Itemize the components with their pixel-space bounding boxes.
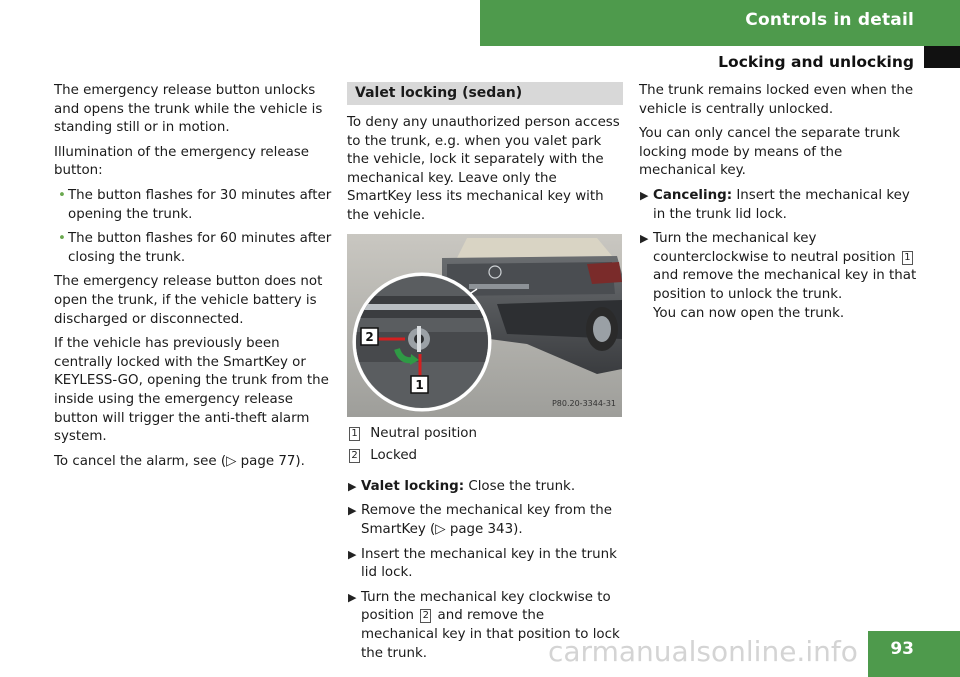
trunk-lock-figure — [347, 234, 622, 417]
step-triangle-icon: ▶ — [640, 232, 649, 246]
watermark: carmanualsonline.info — [548, 635, 858, 668]
callout-2-label: 2 — [365, 329, 374, 344]
step-note: You can now open the trunk. — [653, 305, 845, 321]
callout-1-label: 1 — [415, 377, 424, 392]
legend-text: Locked — [370, 448, 418, 464]
page-ref-link[interactable]: page 77). — [236, 453, 305, 469]
page-number: 93 — [890, 639, 914, 659]
legend-item — [347, 425, 623, 444]
bullet-text: The button flashes for 60 minutes after closing the trunk. — [68, 231, 332, 265]
bullet-text: The button flashes for 30 minutes after opening the trunk. — [68, 187, 332, 222]
header-tab-marker — [924, 46, 960, 68]
paragraph: The trunk remains locked even when the vehicle is centrally unlocked. — [639, 83, 914, 117]
paragraph: If the vehicle has previously been centrally locked with the SmartKey or KEYLESS-GO, opening the trunk from the inside using the emergency release button will trigger the anti-theft alarm system. — [54, 336, 329, 445]
bullet-dot-icon: • — [58, 231, 66, 247]
paragraph: You can only cancel the separate trunk locking mode by means of the mechanical key. — [639, 126, 900, 179]
position-number: 1 — [902, 251, 913, 265]
column-1 — [54, 82, 332, 477]
legend-item — [347, 447, 623, 466]
instruction-step: ▶ Valet locking: Close the trunk. — [347, 478, 623, 497]
instruction-step: ▶ Canceling: Insert the mechanical key in the trunk lid lock. — [640, 187, 910, 222]
position-number: 2 — [420, 609, 431, 623]
instruction-step: ▶ Insert the mechanical key in the trunk lid lock. — [348, 546, 617, 581]
instruction-step: ▶ Turn the mechanical key counterclockwise to neutral position 1 and remove the mechanical key in that position to unlock the trunk. You can now open the trunk. — [640, 231, 917, 321]
page-number-box — [868, 631, 960, 677]
section-heading: Valet locking (sedan) — [347, 82, 623, 105]
paragraph-cross-reference: To cancel the alarm, see (▷ page 77). — [54, 453, 305, 469]
step-triangle-icon: ▶ — [348, 504, 357, 518]
car-trunk-illustration — [347, 234, 622, 417]
bullet-item — [54, 230, 332, 267]
bullet-item — [54, 187, 332, 224]
legend-number: 1 — [349, 427, 360, 441]
page-ref-link[interactable]: page 343). — [445, 521, 523, 537]
legend-text: Neutral position — [370, 425, 477, 441]
step-triangle-icon: ▶ — [348, 547, 357, 561]
bullet-dot-icon: • — [58, 187, 66, 203]
instruction-step: ▶ Remove the mechanical key from the SmartKey (▷ page 343). — [348, 503, 613, 537]
instruction-step: ▶ Turn the mechanical key clockwise to position 2 and remove the mechanical key in that position to lock the trunk. — [348, 589, 620, 661]
step-triangle-icon: ▶ — [348, 590, 357, 604]
step-triangle-icon: ▶ — [348, 479, 357, 493]
subsection-title: Locking and unlocking — [718, 53, 914, 71]
figure-code: P80.20-3344-31 — [551, 398, 616, 408]
section-title: Controls in detail — [745, 10, 914, 30]
column-3 — [639, 82, 917, 329]
page-ref-arrow-icon: ▷ — [226, 453, 237, 469]
paragraph: The emergency release button does not open the trunk, if the vehicle battery is discharged or disconnected. — [54, 274, 323, 327]
paragraph: Illumination of the emergency release button: — [54, 144, 310, 179]
page-ref-arrow-icon: ▷ — [435, 521, 446, 537]
paragraph: To deny any unauthorized person access to the trunk, e.g. when you valet park the vehicle, lock it separately with the mechanical key. Leave only the SmartKey less its mechanical key with the vehicle. — [347, 115, 620, 223]
step-triangle-icon: ▶ — [640, 188, 649, 202]
paragraph: The emergency release button unlocks and opens the trunk while the vehicle is standing still or in motion. — [54, 83, 323, 136]
column-2 — [347, 82, 623, 669]
legend-number: 2 — [349, 449, 360, 463]
